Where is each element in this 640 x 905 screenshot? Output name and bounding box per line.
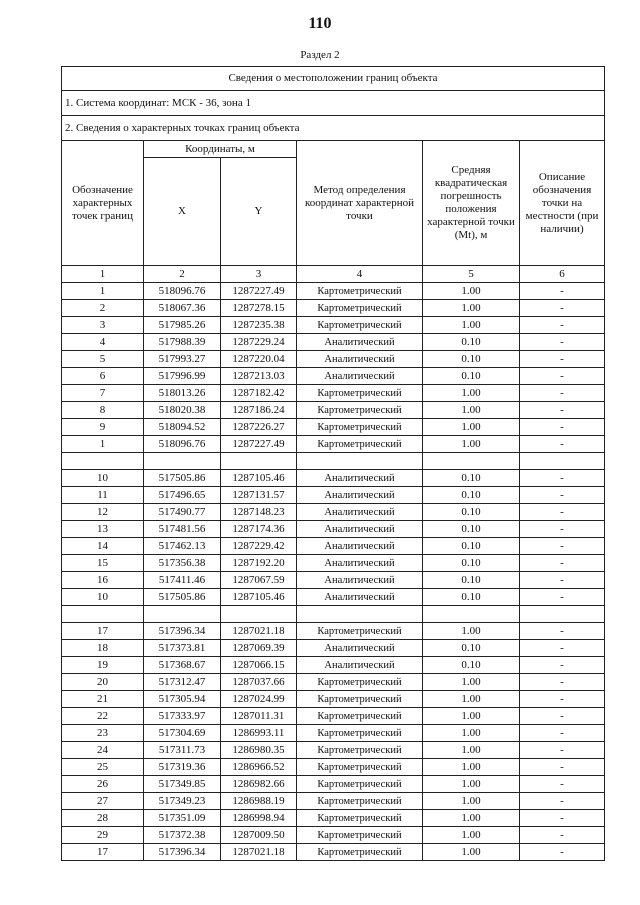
description-cell: - <box>520 725 605 742</box>
x-coordinate-cell: 517305.94 <box>144 691 221 708</box>
error-cell: 0.10 <box>423 334 520 351</box>
table-row <box>62 555 605 572</box>
point-number-cell: 24 <box>62 742 144 759</box>
y-coordinate-cell: 1287227.49 <box>221 436 297 453</box>
description-cell: - <box>520 657 605 674</box>
error-cell: 1.00 <box>423 725 520 742</box>
x-coordinate-cell: 517356.38 <box>144 555 221 572</box>
y-coordinate-cell: 1287192.20 <box>221 555 297 572</box>
description-cell: - <box>520 844 605 861</box>
column-number: 6 <box>520 266 605 283</box>
empty-cell <box>144 453 221 470</box>
table-row <box>62 385 605 402</box>
description-cell: - <box>520 793 605 810</box>
method-cell: Картометрический <box>297 283 423 300</box>
table-row <box>62 623 605 640</box>
table-row <box>62 419 605 436</box>
method-cell: Картометрический <box>297 300 423 317</box>
table-row <box>62 368 605 385</box>
x-coordinate-cell: 517985.26 <box>144 317 221 334</box>
point-number-cell: 18 <box>62 640 144 657</box>
x-coordinate-cell: 517333.97 <box>144 708 221 725</box>
x-coordinate-cell: 517993.27 <box>144 351 221 368</box>
method-cell: Картометрический <box>297 436 423 453</box>
method-cell: Картометрический <box>297 385 423 402</box>
table-row <box>62 521 605 538</box>
x-coordinate-cell: 518096.76 <box>144 436 221 453</box>
method-cell: Картометрический <box>297 742 423 759</box>
error-cell: 1.00 <box>423 708 520 725</box>
x-coordinate-cell: 518094.52 <box>144 419 221 436</box>
point-number-cell: 9 <box>62 419 144 436</box>
description-cell: - <box>520 589 605 606</box>
table-row <box>62 334 605 351</box>
method-cell: Аналитический <box>297 521 423 538</box>
x-coordinate-cell: 517349.85 <box>144 776 221 793</box>
x-coordinate-cell: 517373.81 <box>144 640 221 657</box>
empty-cell <box>520 453 605 470</box>
y-coordinate-cell: 1286980.35 <box>221 742 297 759</box>
description-cell: - <box>520 300 605 317</box>
point-number-cell: 19 <box>62 657 144 674</box>
point-number-cell: 12 <box>62 504 144 521</box>
empty-cell <box>221 606 297 623</box>
error-cell: 1.00 <box>423 759 520 776</box>
description-cell: - <box>520 742 605 759</box>
method-cell: Картометрический <box>297 623 423 640</box>
error-cell: 0.10 <box>423 504 520 521</box>
error-cell: 0.10 <box>423 351 520 368</box>
method-cell: Картометрический <box>297 776 423 793</box>
description-cell: - <box>520 368 605 385</box>
empty-cell <box>520 606 605 623</box>
error-cell: 1.00 <box>423 810 520 827</box>
table-row <box>62 402 605 419</box>
table-row <box>62 776 605 793</box>
description-cell: - <box>520 436 605 453</box>
boundary-table <box>61 66 605 861</box>
method-cell: Аналитический <box>297 470 423 487</box>
y-coordinate-cell: 1287182.42 <box>221 385 297 402</box>
description-cell: - <box>520 538 605 555</box>
table-row <box>62 827 605 844</box>
group-separator-row <box>62 453 605 470</box>
table-row <box>62 708 605 725</box>
table-title: Сведения о местоположении границ объекта <box>62 67 605 91</box>
table-row <box>62 470 605 487</box>
method-cell: Картометрический <box>297 827 423 844</box>
x-coordinate-cell: 517349.23 <box>144 793 221 810</box>
error-cell: 1.00 <box>423 623 520 640</box>
x-coordinate-cell: 517505.86 <box>144 470 221 487</box>
error-cell: 0.10 <box>423 572 520 589</box>
point-number-cell: 4 <box>62 334 144 351</box>
table-row <box>62 283 605 300</box>
point-number-cell: 17 <box>62 844 144 861</box>
group-separator-row <box>62 606 605 623</box>
y-coordinate-cell: 1287186.24 <box>221 402 297 419</box>
x-coordinate-cell: 517304.69 <box>144 725 221 742</box>
description-cell: - <box>520 708 605 725</box>
error-cell: 1.00 <box>423 283 520 300</box>
description-cell: - <box>520 351 605 368</box>
point-number-cell: 3 <box>62 317 144 334</box>
method-cell: Аналитический <box>297 589 423 606</box>
method-cell: Аналитический <box>297 334 423 351</box>
error-cell: 1.00 <box>423 827 520 844</box>
method-cell: Картометрический <box>297 317 423 334</box>
method-cell: Картометрический <box>297 691 423 708</box>
error-cell: 0.10 <box>423 521 520 538</box>
error-cell: 1.00 <box>423 742 520 759</box>
table-row <box>62 436 605 453</box>
method-cell: Картометрический <box>297 810 423 827</box>
y-coordinate-cell: 1286993.11 <box>221 725 297 742</box>
y-coordinate-cell: 1287229.42 <box>221 538 297 555</box>
column-number: 4 <box>297 266 423 283</box>
y-coordinate-cell: 1287226.27 <box>221 419 297 436</box>
error-cell: 1.00 <box>423 674 520 691</box>
error-cell: 1.00 <box>423 691 520 708</box>
col-error-header: Средняя квадратическая погрешность положения характерной точки (Mt), м <box>423 141 520 266</box>
method-cell: Картометрический <box>297 402 423 419</box>
point-number-cell: 6 <box>62 368 144 385</box>
col-description-header: Описание обозначения точки на местности (при наличии) <box>520 141 605 266</box>
y-coordinate-cell: 1287235.38 <box>221 317 297 334</box>
point-number-cell: 13 <box>62 521 144 538</box>
error-cell: 0.10 <box>423 657 520 674</box>
y-coordinate-cell: 1286966.52 <box>221 759 297 776</box>
section-label: Раздел 2 <box>300 49 340 61</box>
table-row <box>62 844 605 861</box>
error-cell: 0.10 <box>423 589 520 606</box>
empty-cell <box>423 606 520 623</box>
error-cell: 1.00 <box>423 793 520 810</box>
x-coordinate-cell: 517319.36 <box>144 759 221 776</box>
x-coordinate-cell: 518020.38 <box>144 402 221 419</box>
column-number: 3 <box>221 266 297 283</box>
description-cell: - <box>520 317 605 334</box>
point-number-cell: 29 <box>62 827 144 844</box>
table-row <box>62 810 605 827</box>
col-coordinates-header: Координаты, м <box>144 141 297 158</box>
x-coordinate-cell: 518096.76 <box>144 283 221 300</box>
description-cell: - <box>520 385 605 402</box>
description-cell: - <box>520 487 605 504</box>
x-coordinate-cell: 517372.38 <box>144 827 221 844</box>
coordinate-system: 1. Система координат: МСК - 36, зона 1 <box>62 91 605 116</box>
table-row <box>62 351 605 368</box>
description-cell: - <box>520 810 605 827</box>
y-coordinate-cell: 1287105.46 <box>221 470 297 487</box>
method-cell: Картометрический <box>297 674 423 691</box>
x-coordinate-cell: 518013.26 <box>144 385 221 402</box>
y-coordinate-cell: 1287278.15 <box>221 300 297 317</box>
x-coordinate-cell: 517988.39 <box>144 334 221 351</box>
column-number: 2 <box>144 266 221 283</box>
x-coordinate-cell: 517481.56 <box>144 521 221 538</box>
y-coordinate-cell: 1287037.66 <box>221 674 297 691</box>
point-number-cell: 2 <box>62 300 144 317</box>
y-coordinate-cell: 1287105.46 <box>221 589 297 606</box>
error-cell: 0.10 <box>423 470 520 487</box>
method-cell: Аналитический <box>297 351 423 368</box>
y-coordinate-cell: 1287069.39 <box>221 640 297 657</box>
point-number-cell: 27 <box>62 793 144 810</box>
boundary-table-frame <box>61 66 604 861</box>
point-number-cell: 25 <box>62 759 144 776</box>
method-cell: Картометрический <box>297 725 423 742</box>
x-coordinate-cell: 517462.13 <box>144 538 221 555</box>
method-cell: Аналитический <box>297 657 423 674</box>
empty-cell <box>297 453 423 470</box>
x-coordinate-cell: 517312.47 <box>144 674 221 691</box>
table-row <box>62 504 605 521</box>
description-cell: - <box>520 623 605 640</box>
col-designation-header: Обозначение характерных точек границ <box>62 141 144 266</box>
y-coordinate-cell: 1287011.31 <box>221 708 297 725</box>
method-cell: Картометрический <box>297 419 423 436</box>
empty-cell <box>144 606 221 623</box>
method-cell: Картометрический <box>297 708 423 725</box>
column-number: 1 <box>62 266 144 283</box>
table-row <box>62 589 605 606</box>
point-number-cell: 7 <box>62 385 144 402</box>
description-cell: - <box>520 283 605 300</box>
empty-cell <box>62 453 144 470</box>
point-number-cell: 14 <box>62 538 144 555</box>
table-row <box>62 793 605 810</box>
table-row <box>62 487 605 504</box>
table-row <box>62 657 605 674</box>
point-number-cell: 20 <box>62 674 144 691</box>
point-number-cell: 10 <box>62 470 144 487</box>
description-cell: - <box>520 521 605 538</box>
x-coordinate-cell: 517505.86 <box>144 589 221 606</box>
point-number-cell: 11 <box>62 487 144 504</box>
table-row <box>62 538 605 555</box>
y-coordinate-cell: 1287024.99 <box>221 691 297 708</box>
description-cell: - <box>520 691 605 708</box>
point-number-cell: 22 <box>62 708 144 725</box>
point-number-cell: 10 <box>62 589 144 606</box>
y-coordinate-cell: 1287021.18 <box>221 844 297 861</box>
error-cell: 1.00 <box>423 300 520 317</box>
method-cell: Картометрический <box>297 844 423 861</box>
y-coordinate-cell: 1286988.19 <box>221 793 297 810</box>
point-number-cell: 1 <box>62 436 144 453</box>
y-coordinate-cell: 1286982.66 <box>221 776 297 793</box>
col-y-header: Y <box>221 158 297 266</box>
table-row <box>62 300 605 317</box>
x-coordinate-cell: 517351.09 <box>144 810 221 827</box>
table-row <box>62 572 605 589</box>
point-number-cell: 23 <box>62 725 144 742</box>
point-number-cell: 21 <box>62 691 144 708</box>
y-coordinate-cell: 1287009.50 <box>221 827 297 844</box>
empty-cell <box>62 606 144 623</box>
description-cell: - <box>520 334 605 351</box>
empty-cell <box>423 453 520 470</box>
point-number-cell: 16 <box>62 572 144 589</box>
error-cell: 0.10 <box>423 368 520 385</box>
point-number-cell: 28 <box>62 810 144 827</box>
table-row <box>62 317 605 334</box>
description-cell: - <box>520 827 605 844</box>
points-heading: 2. Сведения о характерных точках границ объекта <box>62 116 605 141</box>
error-cell: 1.00 <box>423 385 520 402</box>
method-cell: Аналитический <box>297 538 423 555</box>
method-cell: Аналитический <box>297 640 423 657</box>
table-row <box>62 725 605 742</box>
column-number: 5 <box>423 266 520 283</box>
x-coordinate-cell: 517411.46 <box>144 572 221 589</box>
method-cell: Аналитический <box>297 555 423 572</box>
error-cell: 0.10 <box>423 538 520 555</box>
y-coordinate-cell: 1287227.49 <box>221 283 297 300</box>
description-cell: - <box>520 776 605 793</box>
point-number-cell: 26 <box>62 776 144 793</box>
description-cell: - <box>520 555 605 572</box>
col-method-header: Метод определения координат характерной точки <box>297 141 423 266</box>
error-cell: 0.10 <box>423 555 520 572</box>
table-row <box>62 742 605 759</box>
error-cell: 1.00 <box>423 776 520 793</box>
error-cell: 1.00 <box>423 402 520 419</box>
description-cell: - <box>520 674 605 691</box>
point-number-cell: 5 <box>62 351 144 368</box>
method-cell: Картометрический <box>297 793 423 810</box>
x-coordinate-cell: 517496.65 <box>144 487 221 504</box>
error-cell: 1.00 <box>423 436 520 453</box>
description-cell: - <box>520 419 605 436</box>
description-cell: - <box>520 402 605 419</box>
method-cell: Аналитический <box>297 487 423 504</box>
description-cell: - <box>520 470 605 487</box>
error-cell: 0.10 <box>423 640 520 657</box>
method-cell: Аналитический <box>297 572 423 589</box>
table-row <box>62 640 605 657</box>
y-coordinate-cell: 1287021.18 <box>221 623 297 640</box>
error-cell: 0.10 <box>423 487 520 504</box>
description-cell: - <box>520 504 605 521</box>
table-row <box>62 691 605 708</box>
y-coordinate-cell: 1286998.94 <box>221 810 297 827</box>
x-coordinate-cell: 517396.34 <box>144 623 221 640</box>
y-coordinate-cell: 1287174.36 <box>221 521 297 538</box>
y-coordinate-cell: 1287131.57 <box>221 487 297 504</box>
point-number-cell: 8 <box>62 402 144 419</box>
description-cell: - <box>520 640 605 657</box>
table-row <box>62 759 605 776</box>
column-number-row <box>62 266 605 283</box>
col-x-header: X <box>144 158 221 266</box>
y-coordinate-cell: 1287213.03 <box>221 368 297 385</box>
x-coordinate-cell: 517490.77 <box>144 504 221 521</box>
description-cell: - <box>520 759 605 776</box>
error-cell: 1.00 <box>423 844 520 861</box>
y-coordinate-cell: 1287229.24 <box>221 334 297 351</box>
method-cell: Аналитический <box>297 368 423 385</box>
error-cell: 1.00 <box>423 317 520 334</box>
empty-cell <box>297 606 423 623</box>
point-number-cell: 17 <box>62 623 144 640</box>
empty-cell <box>221 453 297 470</box>
x-coordinate-cell: 517996.99 <box>144 368 221 385</box>
x-coordinate-cell: 517311.73 <box>144 742 221 759</box>
y-coordinate-cell: 1287148.23 <box>221 504 297 521</box>
point-number-cell: 1 <box>62 283 144 300</box>
y-coordinate-cell: 1287067.59 <box>221 572 297 589</box>
method-cell: Картометрический <box>297 759 423 776</box>
error-cell: 1.00 <box>423 419 520 436</box>
y-coordinate-cell: 1287066.15 <box>221 657 297 674</box>
point-number-cell: 15 <box>62 555 144 572</box>
y-coordinate-cell: 1287220.04 <box>221 351 297 368</box>
x-coordinate-cell: 518067.36 <box>144 300 221 317</box>
description-cell: - <box>520 572 605 589</box>
page-number: 110 <box>308 15 332 32</box>
table-row <box>62 674 605 691</box>
x-coordinate-cell: 517368.67 <box>144 657 221 674</box>
x-coordinate-cell: 517396.34 <box>144 844 221 861</box>
method-cell: Аналитический <box>297 504 423 521</box>
